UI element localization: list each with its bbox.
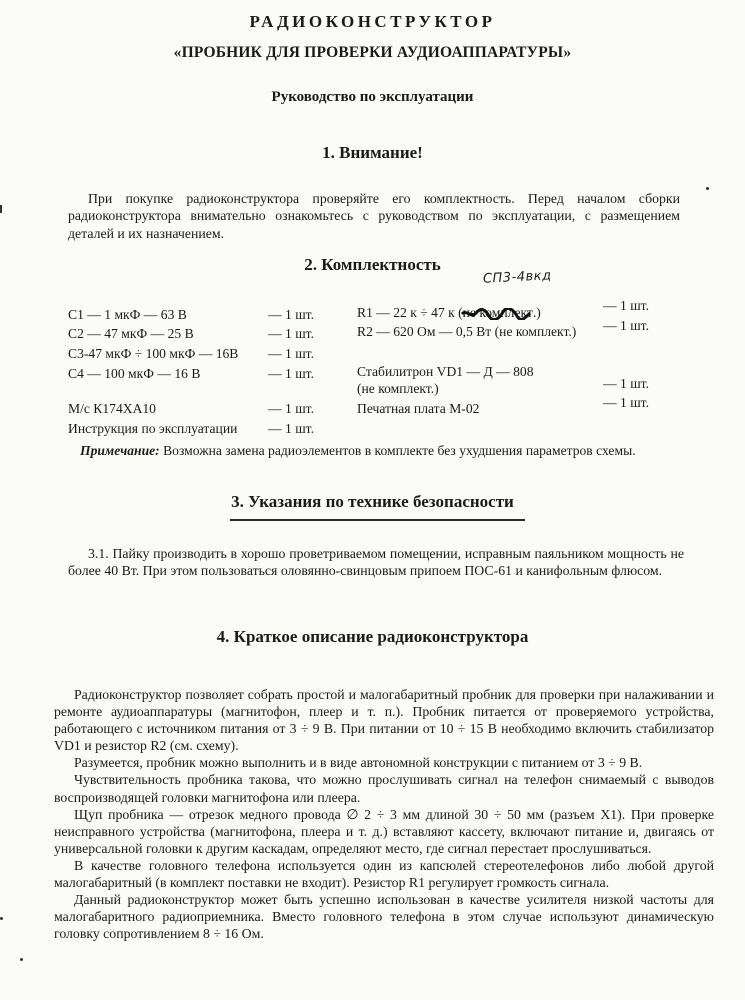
- kit-qty-c3: — 1 шт.: [268, 346, 314, 361]
- section-3-paragraph: 3.1. Пайку производить в хорошо проветриваемом помещении, исправным паяльником мощность не более 40 Вт. При этом пользоваться оловянно-свинцовым припоем ПОС-61 и канифольным флюсом.: [68, 546, 684, 579]
- document-guide-title: Руководство по эксплуатации: [271, 89, 474, 105]
- section-4-paragraph: Разумеется, пробник можно выполнить и в виде автономной конструкции с питанием от 3 ÷ 9 В.: [74, 755, 643, 771]
- scan-speck: [0, 917, 3, 920]
- kit-qty-r1: — 1 шт.: [603, 298, 649, 313]
- scan-speck: [706, 187, 709, 190]
- kit-item-pcb: Печатная плата М-02: [357, 401, 480, 416]
- section-4-text: [54, 686, 714, 942]
- section-1-paragraph: При покупке радиоконструктора проверяйте его комплектность. Перед началом сборки радиоконструктора внимательно ознакомьтесь с руководством по эксплуатации, с размещением деталей и их назначением.: [68, 191, 680, 241]
- section-2-heading: 2. Комплектность: [304, 255, 441, 274]
- kit-note-label: Примечание:: [80, 443, 160, 458]
- kit-qty-manual: — 1 шт.: [268, 421, 314, 436]
- struck-text: [463, 305, 533, 321]
- handwritten-note: СП3-4вкд: [482, 268, 552, 287]
- kit-item-r1-end: .): [532, 305, 541, 320]
- document-subtitle: «ПРОБНИК ДЛЯ ПРОВЕРКИ АУДИОАППАРАТУРЫ»: [173, 44, 572, 61]
- scan-speck: [20, 958, 23, 961]
- section-3-heading: 3. Указания по технике безопасности: [231, 492, 514, 511]
- section-1-text: [68, 190, 680, 242]
- heading-underline: [230, 519, 525, 521]
- scan-speck: [0, 205, 2, 213]
- kit-item-c4: С4 — 100 мкФ — 16 В: [68, 366, 201, 381]
- kit-item-r2: R2 — 620 Ом — 0,5 Вт (не комплект.): [357, 324, 577, 339]
- section-4-paragraph: Данный радиоконструктор может быть успешно использован в качестве усилителя низкой частоты для малогабаритного радиоприемника. Вместо головного телефона в этом случае используют динамическую головку сопротивлением 8 ÷ 16 Ом.: [54, 892, 714, 942]
- kit-item-c1: С1 — 1 мкФ — 63 В: [68, 307, 187, 322]
- kit-qty-ic: — 1 шт.: [268, 401, 314, 416]
- scribble-mark: [461, 308, 531, 320]
- section-4-heading: 4. Краткое описание радиоконструктора: [216, 627, 529, 646]
- kit-qty-pcb: — 1 шт.: [603, 395, 649, 410]
- struck-label: не комплект: [462, 305, 533, 320]
- kit-item-ic: М/с К174ХА10: [68, 401, 156, 416]
- section-4-paragraph: Чувствительность пробника такова, что можно прослушивать сигнал на телефон снимаемый с выводов воспроизводящей головки магнитофона или плеера.: [54, 772, 714, 805]
- section-4-paragraph: Щуп пробника — отрезок медного провода ∅ 2 ÷ 3 мм длиной 30 ÷ 50 мм (разъем Х1). При проверке неисправного устройства (магнитофона, плеера и т. д.) вставляют кассету, включают питание и, двигаясь от универсальной головки к другим каскадам, определяют место, где сигнал перестает прослушиваться.: [54, 806, 714, 856]
- section-1-heading: 1. Внимание!: [322, 143, 423, 162]
- section-4-paragraph: В качестве головного телефона используется один из капсюлей стереотелефонов либо любой другой малогабаритный (в комплект поставки не входит). Резистор R1 регулирует громкость сигнала.: [54, 857, 714, 891]
- section-4-paragraph: Радиоконструктор позволяет собрать простой и малогабаритный пробник для проверки при налаживании и ремонте аудиоаппаратуры (магнитофон, плеер и т. п.). Пробник питается от проверяемого устройства, работающего с источником питания от 3 ÷ 9 В. При питании от 10 ÷ 15 В необходимо включить стабилизатор VD1 и резистор R2 (см. схему).: [54, 687, 714, 754]
- kit-item-c3: С3-47 мкФ ÷ 100 мкФ — 16В: [68, 346, 239, 361]
- kit-note-text: Возможна замена радиоэлементов в комплекте без ухудшения параметров схемы.: [159, 443, 636, 458]
- document-title: РАДИОКОНСТРУКТОР: [249, 12, 496, 31]
- kit-qty-r2: — 1 шт.: [603, 318, 649, 333]
- kit-item-vd1: Стабилитрон VD1 — Д — 808: [357, 364, 534, 379]
- kit-note: [80, 443, 636, 459]
- kit-item-vd1-note: (не комплект.): [357, 381, 439, 396]
- kit-qty-c4: — 1 шт.: [268, 366, 314, 381]
- kit-item-manual: Инструкция по эксплуатации: [68, 421, 238, 436]
- kit-item-c2: С2 — 47 мкФ — 25 В: [68, 326, 194, 341]
- section-3-text: [68, 545, 684, 580]
- kit-qty-vd1: — 1 шт.: [603, 376, 649, 391]
- kit-qty-c1: — 1 шт.: [268, 307, 314, 322]
- kit-qty-c2: — 1 шт.: [268, 326, 314, 341]
- kit-item-r1: [357, 305, 541, 321]
- kit-item-r1-label: R1 — 22 к ÷ 47 к (: [357, 305, 463, 320]
